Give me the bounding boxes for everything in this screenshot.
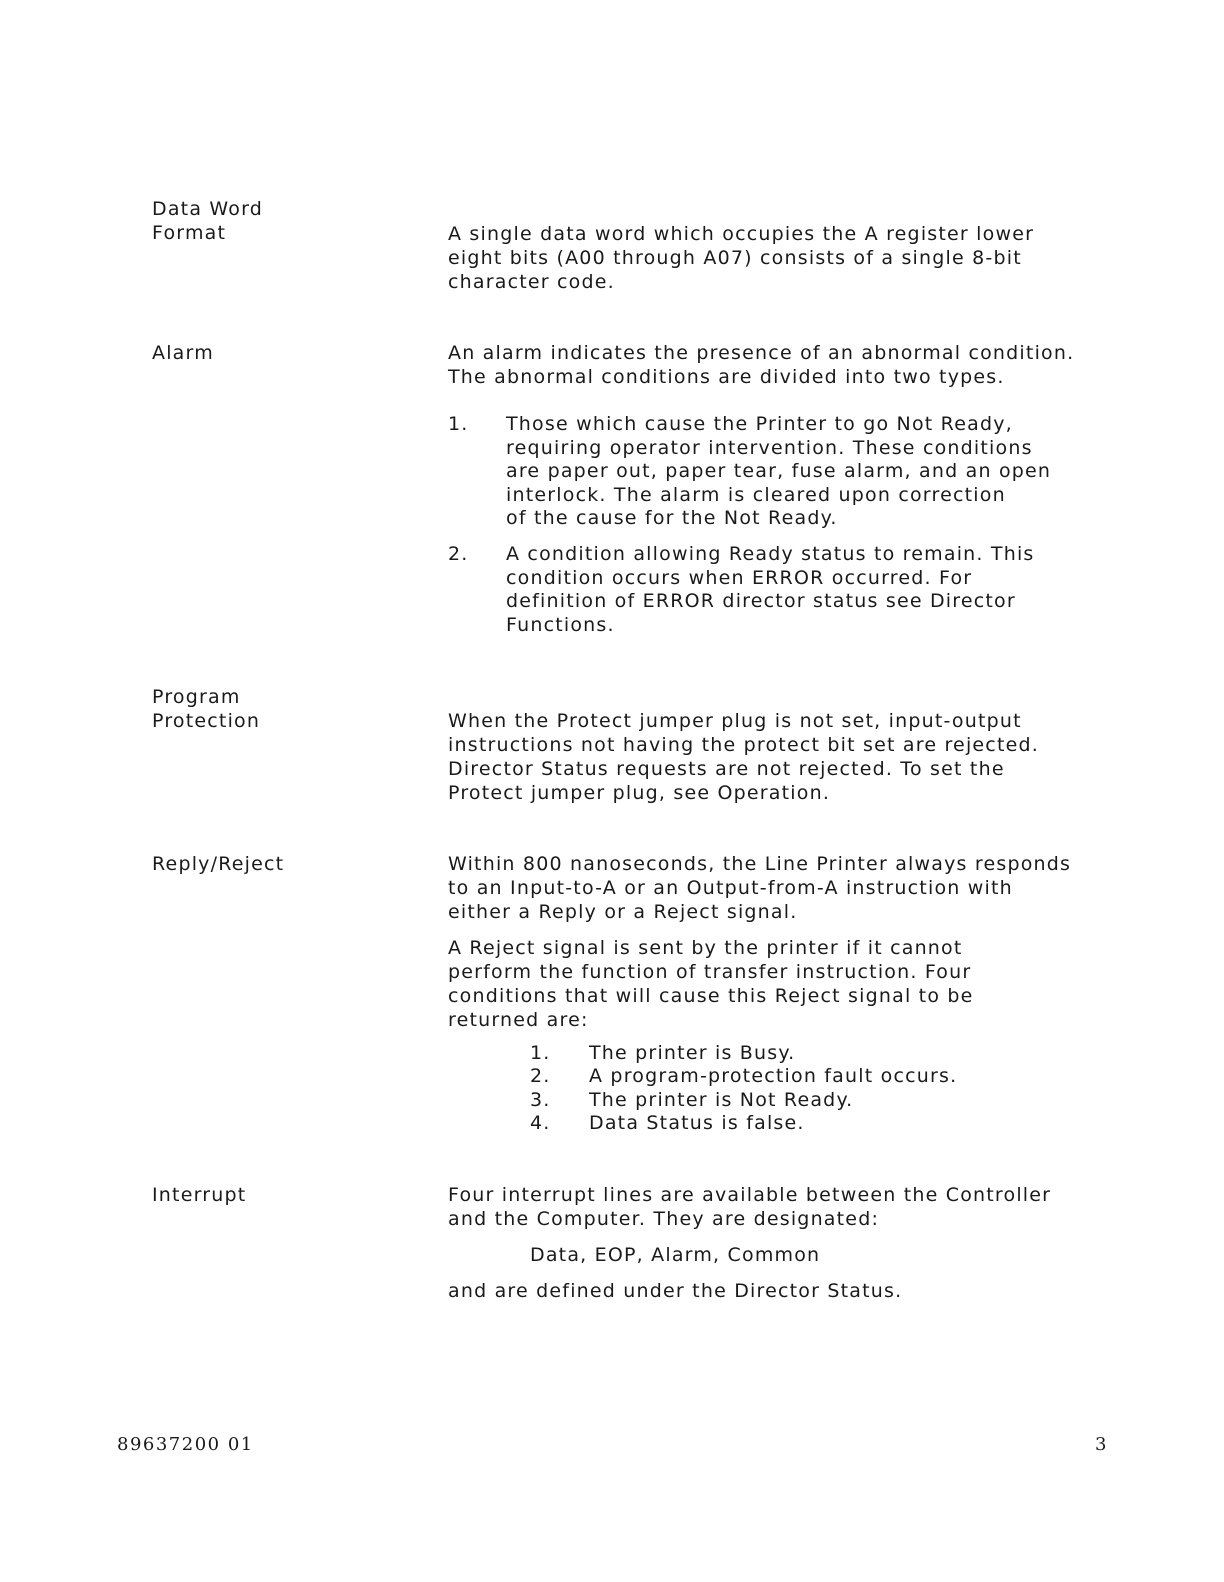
list-number: 1. [448,413,469,435]
section-body-data-word-format [448,222,1138,294]
list-text: The printer is Busy. [589,1042,796,1064]
list-text: Data Status is false. [589,1112,805,1134]
section-body-program-protection [448,709,1138,805]
paragraph: A Reject signal is sent by the printer if it cannot perform the function of transfer instruction. Four conditions that will cause this Reject signal to be returned are: [448,937,974,1031]
list-number: 4. [530,1112,551,1134]
section-body-reply-reject [448,852,1138,924]
paragraph: When the Protect jumper plug is not set, input-output instructions not having the protect bit set are rejected. Director Status requests are not rejected. To set the Protect jumper plug, see Operation. [448,710,1039,804]
document-number: 89637200 01 [117,1434,254,1455]
page-number: 3 [1095,1434,1108,1455]
section-label-reply-reject: Reply/Reject [152,853,285,875]
list-text: A condition allowing Ready status to remain. This condition occurs when ERROR occurred. For definition of ERROR director status see Director Functions. [506,543,1035,636]
section-label-program-protection: Program Protection [152,686,261,732]
list-text: The printer is Not Ready. [589,1089,854,1111]
paragraph: A single data word which occupies the A register lower eight bits (A00 through A07) consists of a single 8-bit character code. [448,223,1035,293]
paragraph: and are defined under the Director Status. [448,1280,903,1302]
paragraph: Within 800 nanoseconds, the Line Printer always responds to an Input-to-A or an Output-from-A instruction with either a Reply or a Reject signal. [448,853,1072,923]
list-number: 2. [530,1065,551,1087]
section-label-interrupt: Interrupt [152,1184,247,1206]
paragraph: An alarm indicates the presence of an abnormal condition. The abnormal conditions are divided into two types. [448,342,1075,388]
interrupt-designations: Data, EOP, Alarm, Common [530,1244,821,1266]
list-number: 2. [448,543,469,565]
section-body-interrupt [448,1183,1138,1231]
section-body-reply-reject-conditions [448,936,1138,1032]
paragraph: Four interrupt lines are available between the Controller and the Computer. They are designated: [448,1184,1052,1230]
list-number: 3. [530,1089,551,1111]
section-body-alarm [448,341,1138,389]
section-label-alarm: Alarm [152,342,214,364]
list-text: A program-protection fault occurs. [589,1065,958,1087]
list-number: 1. [530,1042,551,1064]
list-text: Those which cause the Printer to go Not Ready, requiring operator intervention. These conditions are paper out, paper tear, fuse alarm, and an open interlock. The alarm is cleared upon correction of the cause for the Not Ready. [506,413,1052,529]
section-label-data-word-format: Data Word Format [152,198,264,244]
